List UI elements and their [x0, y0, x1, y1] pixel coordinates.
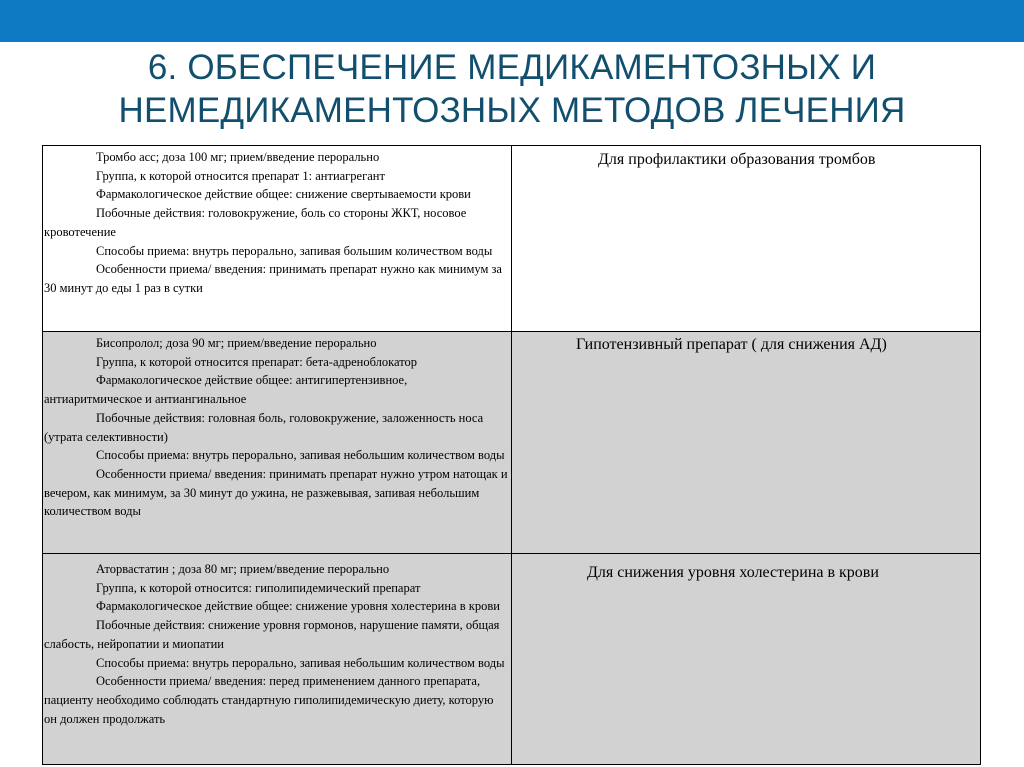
drug-details	[43, 554, 511, 728]
drug-dose-line: Аторвастатин ; доза 80 мг; прием/введение перорально	[96, 562, 390, 576]
drug-dose-line: Тромбо асс; доза 100 мг; прием/введение перорально	[96, 150, 380, 164]
drug-purpose-cell	[512, 554, 981, 765]
drug-group-line: Группа, к которой относится: гиполипидемический препарат	[96, 580, 421, 595]
drug-group-line: Группа, к которой относится препарат 1: антиагрегант	[96, 168, 385, 183]
drug-intake-method-line: Способы приема: внутрь перорально, запивая небольшим количеством воды	[96, 448, 505, 463]
drug-details-cell	[43, 332, 512, 554]
drug-details-cell	[43, 554, 512, 765]
drug-purpose-cell	[512, 146, 981, 332]
drug-side-effects-line: Побочные действия: головная боль, головокружение, заложенность носа (утрата селективности)	[44, 410, 484, 444]
drug-group-line: Группа, к которой относится препарат: бета-адреноблокатор	[96, 354, 418, 369]
drug-side-effects-line: Побочные действия: снижение уровня гормонов, нарушение памяти, общая слабость, нейропатии и миопатии	[44, 618, 500, 651]
drug-purpose-cell	[512, 332, 981, 554]
drug-intake-method-line: Способы приема: внутрь перорально, запивая небольшим количеством воды	[96, 655, 505, 670]
top-accent-bar	[0, 0, 1024, 42]
drug-purpose: Для профилактики образования тромбов	[598, 151, 876, 168]
slide-title-line-1: 6. ОБЕСПЕЧЕНИЕ МЕДИКАМЕНТОЗНЫХ И	[147, 48, 877, 87]
drug-side-effects-line: Побочные действия: головокружение, боль со стороны ЖКТ, носовое кровотечение	[44, 206, 467, 239]
drug-details	[43, 146, 511, 298]
drug-purpose: Для снижения уровня холестерина в крови	[587, 564, 879, 581]
drug-intake-method-line: Способы приема: внутрь перорально, запивая большим количеством воды	[96, 243, 493, 258]
drug-action-line: Фармакологическое действие общее: антигипертензивное, антиаритмическое и антиангинальное	[44, 373, 408, 407]
table-row	[43, 332, 981, 554]
drug-action-line: Фармакологическое действие общее: снижение уровня холестерина в крови	[96, 599, 500, 614]
drug-intake-notes-line: Особенности приема/ введения: принимать препарат нужно как минимум за 30 минут до еды 1 раз в сутки	[44, 262, 502, 295]
drug-dose-line: Бисопролол; доза 90 мг; прием/введение перорально	[96, 336, 377, 350]
drug-intake-notes-line: Особенности приема/ введения: принимать препарат нужно утром натощак и вечером, как минимум, за 30 минут до ужина, не разжевывая, запивая небольшим количеством воды	[44, 466, 508, 519]
table-row	[43, 554, 981, 765]
slide-title-line-2: НЕМЕДИКАМЕНТОЗНЫХ МЕТОДОВ ЛЕЧЕНИЯ	[118, 91, 906, 130]
drug-purpose: Гипотензивный препарат ( для снижения АД)	[576, 336, 887, 353]
table-row	[43, 146, 981, 332]
slide-title	[60, 46, 964, 132]
drug-intake-notes-line: Особенности приема/ введения: перед применением данного препарата, пациенту необходимо соблюдать стандартную гиполипидемическую диету, которую он должен продолжать	[44, 674, 494, 726]
drug-action-line: Фармакологическое действие общее: снижение свертываемости крови	[96, 187, 471, 202]
medication-table	[42, 145, 981, 765]
drug-details	[43, 332, 511, 521]
drug-details-cell	[43, 146, 512, 332]
